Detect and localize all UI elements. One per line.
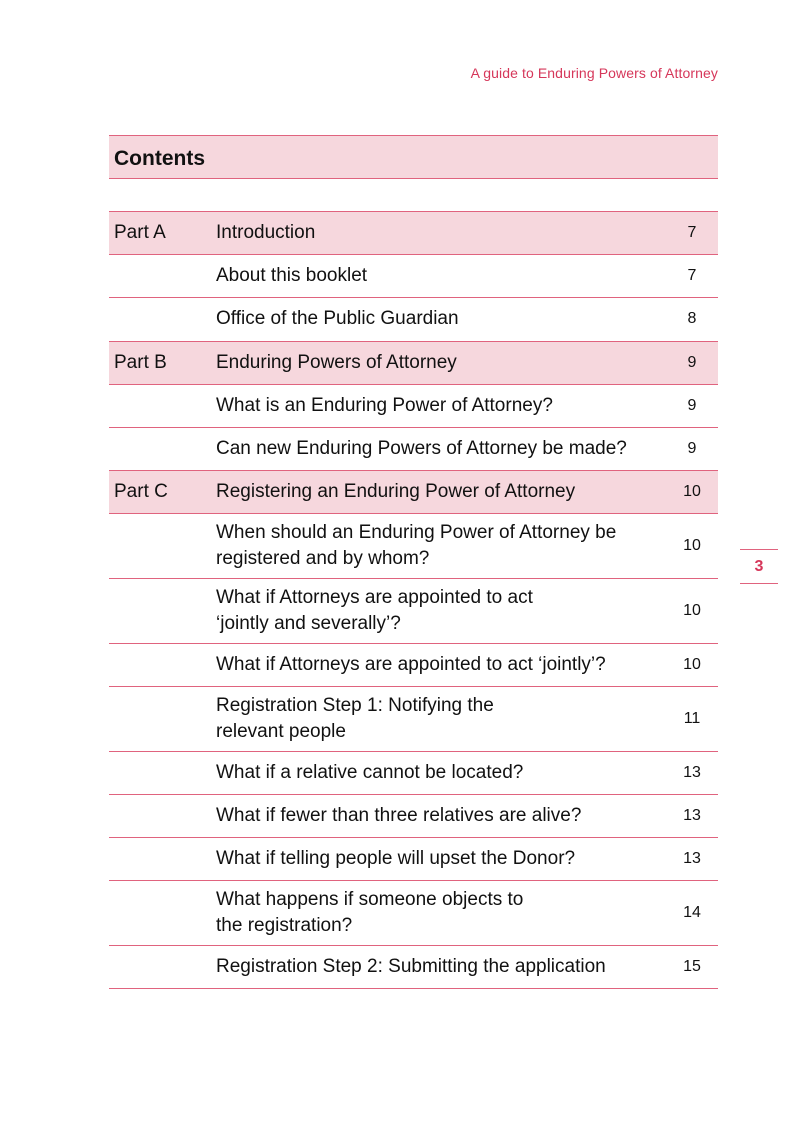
toc-row[interactable]	[109, 946, 718, 989]
toc-entry-title: Enduring Powers of Attorney	[216, 351, 457, 373]
toc-entry-title: Registration Step 2: Submitting the application	[216, 956, 606, 978]
table-of-contents	[109, 211, 718, 989]
toc-row[interactable]	[109, 687, 718, 752]
toc-page-number: 11	[683, 709, 701, 727]
toc-part-row[interactable]	[109, 342, 718, 385]
toc-page-number: 10	[683, 656, 701, 673]
toc-page-number: 13	[683, 807, 701, 825]
toc-entry-title: What if fewer than three relatives are alive?	[216, 805, 582, 827]
contents-title: Contents	[114, 147, 205, 170]
toc-row[interactable]	[109, 514, 718, 579]
contents-header-bar	[109, 135, 718, 179]
toc-row[interactable]	[109, 795, 718, 838]
toc-entry-title: When should an Enduring Power of Attorney be registered and by whom?	[216, 522, 617, 570]
toc-page-number: 8	[687, 310, 697, 328]
toc-part-label: Part B	[114, 351, 167, 373]
toc-page-number: 10	[683, 602, 701, 619]
toc-page-number: 13	[683, 763, 701, 781]
toc-row[interactable]	[109, 881, 718, 946]
toc-part-label: Part A	[114, 222, 166, 244]
toc-row[interactable]	[109, 428, 718, 471]
toc-page-number: 9	[687, 353, 697, 371]
toc-row[interactable]	[109, 579, 718, 644]
page-number-tab: 3	[740, 549, 778, 584]
toc-row[interactable]	[109, 298, 718, 341]
toc-entry-title: What if Attorneys are appointed to act ‘jointly’?	[216, 654, 606, 675]
toc-row[interactable]	[109, 644, 718, 687]
toc-entry-title: Office of the Public Guardian	[216, 308, 459, 330]
toc-entry-title: What happens if someone objects to the registration?	[216, 889, 524, 937]
toc-entry-title: Can new Enduring Powers of Attorney be made?	[216, 438, 627, 460]
toc-page-number: 15	[683, 958, 701, 976]
toc-row[interactable]	[109, 838, 718, 881]
toc-entry-title: Registration Step 1: Notifying the relevant people	[216, 694, 494, 742]
toc-part-label: Part C	[114, 481, 168, 503]
toc-page-number: 10	[683, 483, 701, 501]
running-header: A guide to Enduring Powers of Attorney	[470, 65, 718, 81]
toc-page-number: 7	[687, 267, 697, 285]
toc-page-number: 7	[687, 224, 697, 242]
toc-entry-title: About this booklet	[216, 265, 368, 287]
toc-row[interactable]	[109, 385, 718, 428]
toc-row[interactable]	[109, 752, 718, 795]
toc-page-number: 9	[687, 440, 697, 458]
toc-entry-title: What if a relative cannot be located?	[216, 761, 524, 783]
toc-page-number: 14	[683, 904, 701, 922]
toc-entry-title: What if Attorneys are appointed to act ‘jointly and severally’?	[216, 587, 533, 634]
toc-page-number: 10	[683, 537, 701, 555]
toc-entry-title: Introduction	[216, 222, 316, 244]
toc-entry-title: Registering an Enduring Power of Attorney	[216, 481, 576, 503]
toc-entry-title: What is an Enduring Power of Attorney?	[216, 394, 553, 416]
toc-entry-title: What if telling people will upset the Donor?	[216, 848, 576, 870]
toc-page-number: 13	[683, 850, 701, 868]
toc-part-row[interactable]	[109, 212, 718, 255]
toc-page-number: 9	[687, 396, 697, 414]
toc-row[interactable]	[109, 255, 718, 298]
toc-part-row[interactable]	[109, 471, 718, 514]
